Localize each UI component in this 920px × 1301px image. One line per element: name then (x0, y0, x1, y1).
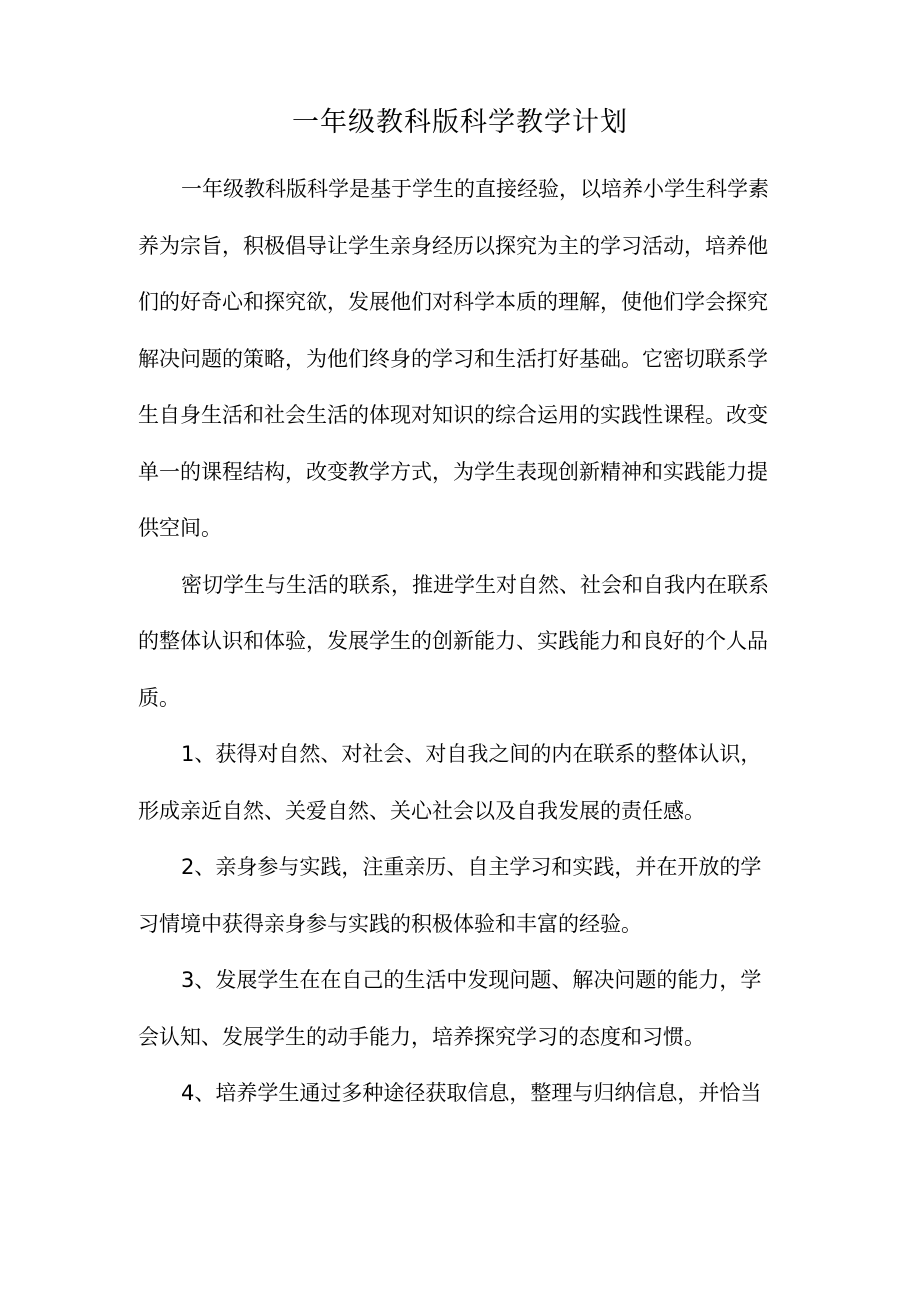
paragraph-5-line-1: 3、发展学生在在自己的生活中发现问题、解决问题的能力，学 (181, 968, 762, 992)
paragraph-3-line-2: 形成亲近自然、关爱自然、关心社会以及自我发展的责任感。 (138, 799, 705, 823)
paragraph-1-line-7: 供空间。 (138, 516, 222, 540)
paragraph-5-line-2: 会认知、发展学生的动手能力，培养探究学习的态度和习惯。 (138, 1025, 705, 1049)
paragraph-1-line-1: 一年级教科版科学是基于学生的直接经验，以培养小学生科学素 (181, 177, 769, 201)
paragraph-2-line-3: 质。 (138, 686, 180, 710)
paragraph-1-line-6: 单一的课程结构，改变教学方式，为学生表现创新精神和实践能力提 (138, 460, 768, 484)
paragraph-6-line-1: 4、培养学生通过多种途径获取信息，整理与归纳信息，并恰当 (181, 1081, 762, 1105)
paragraph-2-line-1: 密切学生与生活的联系，推进学生对自然、社会和自我内在联系 (181, 573, 769, 597)
paragraph-3-line-1: 1、获得对自然、对社会、对自我之间的内在联系的整体认识， (181, 742, 762, 766)
paragraph-1-line-5: 生自身生活和社会生活的体现对知识的综合运用的实践性课程。改变 (138, 403, 768, 427)
paragraph-4-line-2: 习情境中获得亲身参与实践的积极体验和丰富的经验。 (138, 912, 642, 936)
paragraph-1-line-2: 养为宗旨，积极倡导让学生亲身经历以探究为主的学习活动，培养他 (138, 234, 768, 258)
paragraph-1-line-3: 们的好奇心和探究欲，发展他们对科学本质的理解，使他们学会探究 (138, 290, 768, 314)
page-title: 一年级教科版科学教学计划 (292, 107, 628, 138)
paragraph-2-line-2: 的整体认识和体验，发展学生的创新能力、实践能力和良好的个人品 (138, 629, 768, 653)
paragraph-4-line-1: 2、亲身参与实践，注重亲历、自主学习和实践，并在开放的学 (181, 855, 762, 879)
paragraph-1-line-4: 解决问题的策略，为他们终身的学习和生活打好基础。它密切联系学 (138, 347, 768, 371)
